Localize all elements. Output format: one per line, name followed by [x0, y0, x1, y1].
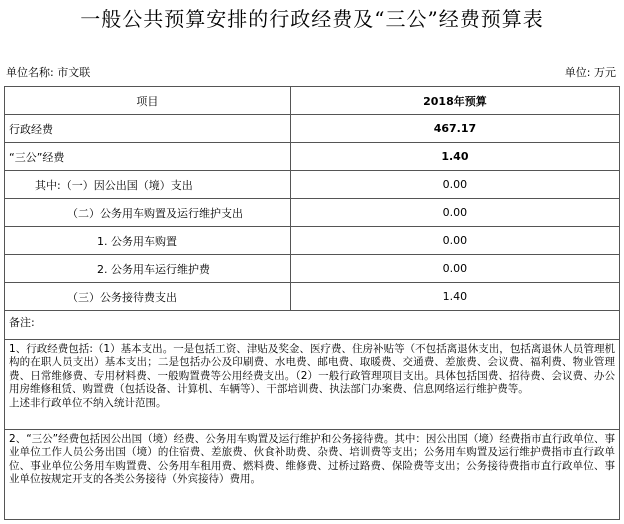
- row-label: （二）公务用车购置及运行维护支出: [5, 199, 291, 227]
- row-value: 467.17: [290, 115, 619, 143]
- page-title: 一般公共预算安排的行政经费及“三公”经费预算表: [80, 6, 544, 31]
- table-row: [5, 199, 620, 227]
- table-row: [5, 171, 620, 199]
- unit-label: 单位: 万元: [564, 66, 616, 79]
- row-value: 0.00: [290, 199, 619, 227]
- row-value: 1.40: [290, 143, 619, 171]
- notes-label: 备注:: [9, 316, 35, 329]
- row-label: （三）公务接待费支出: [5, 283, 291, 311]
- row-value: 0.00: [290, 255, 619, 283]
- row-value: 1.40: [290, 283, 619, 311]
- notes-label-box: [4, 310, 620, 340]
- row-label: 行政经费: [5, 115, 291, 143]
- table-row: [5, 143, 620, 171]
- row-label: 其中:（一）因公出国（境）支出: [5, 171, 291, 199]
- table-header-row: [5, 87, 620, 115]
- note-1-box: [4, 340, 620, 430]
- table-row: [5, 255, 620, 283]
- budget-table: [4, 86, 620, 311]
- row-value: 0.00: [290, 227, 619, 255]
- table-row: [5, 283, 620, 311]
- header-value: 2018年预算: [290, 87, 619, 115]
- row-label: 2. 公务用车运行维护费: [5, 255, 291, 283]
- table-row: [5, 227, 620, 255]
- header-item: 项目: [5, 87, 291, 115]
- note-1-footer: 上述非行政单位不纳入统计范围。: [9, 396, 167, 409]
- table-row: [5, 115, 620, 143]
- note-1-text: 1、行政经费包括:（1）基本支出。一是包括工资、津贴及奖金、医疗费、住房补贴等（不包括离退休支出，包括离退休人员管理机构的在职人员支出）基本支出；二是包括办公及印刷费、水电费、邮电费、取暖费、交通费、差旅费、会议费、福利费、物业管理费、日常维修费、专用材料费、一般购置费等公用经费支出。（2）一般行政管理项目支出。具体包括国费、招待费、会议费、办公用房维修租赁、购置费（包括设备、计算机、车辆等）、干部培训费、执法部门办案费、信息网络运行维护费等。: [9, 343, 615, 396]
- unit-name-label: 单位名称: 市文联: [6, 66, 91, 79]
- row-label: 1. 公务用车购置: [5, 227, 291, 255]
- row-value: 0.00: [290, 171, 619, 199]
- row-label: “三公”经费: [5, 143, 291, 171]
- note-2-box: [4, 430, 620, 520]
- note-2-text: 2、“三公”经费包括因公出国（境）经费、公务用车购置及运行维护和公务接待费。其中：因公出国（境）经费指市直行政单位、事业单位工作人员公务出国（境）的住宿费、差旅费、伙食补助费、杂费、培训费等支出；公务用车购置及运行维护费指市直行政单位、事业单位公务用车购置费、公务用车租用费、燃料费、维修费、过桥过路费、保险费等支出；公务接待费指市直行政单位、事业单位按规定开支的各类公务接待（外宾接待）费用。: [9, 433, 615, 486]
